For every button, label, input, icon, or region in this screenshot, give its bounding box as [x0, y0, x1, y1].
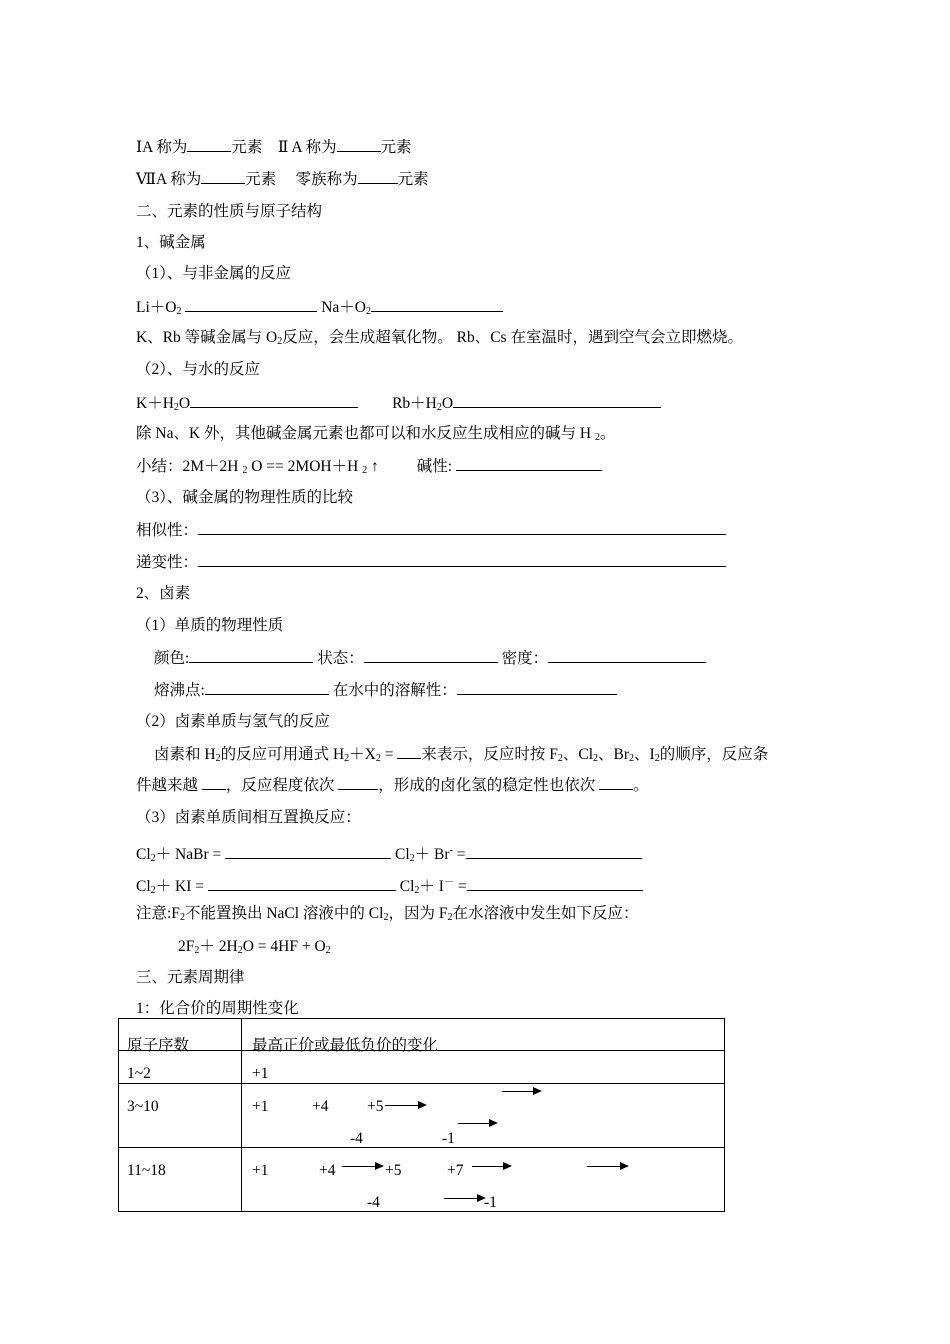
blank-field[interactable] — [189, 648, 313, 663]
blank-field[interactable] — [205, 680, 329, 695]
blank-field[interactable] — [371, 297, 503, 312]
blank-field[interactable] — [358, 169, 398, 184]
alkali-q3: （3）、碱金属的物理性质的比较 — [136, 489, 354, 506]
alkali-water-equations: $K+H_2O$ $Rb+H_2O$ — [136, 393, 661, 418]
blank-field[interactable] — [201, 169, 245, 184]
table-header-cell: 原子序数 — [119, 1019, 242, 1051]
blank-field[interactable] — [456, 456, 602, 471]
arrow-icon — [385, 1105, 425, 1106]
blank-field[interactable] — [453, 393, 661, 408]
blank-field[interactable] — [457, 680, 617, 695]
alkali-q1: （1）、与非金属的反应 — [136, 265, 292, 282]
halogen-hydrogen-text-2: 件越来越 ，反应程度依次 ，形成的卤化氢的稳定性也依次 。 — [136, 777, 649, 794]
displacement-line-2: $Cl_2+$ KI = $Cl_2+ I^-$ = — [136, 873, 643, 901]
group-viia-zero-line: ⅦA 称为 元素 零族称为 元素 — [136, 171, 429, 188]
halogen-props-1: 颜色: 状态： 密度： — [154, 648, 706, 669]
arrow-icon — [458, 1123, 496, 1124]
alkali-note-superoxide: K、Rb 等碱金属与 $O_2$反应，会生成超氧化物。 Rb、Cs 在室温时，遇到空气会立即燃烧。 — [136, 329, 743, 347]
halogen-hydrogen-text-1: 卤素和 $H_2$的反应可用通式 $H_2+X_2$ = 来表示，反应时按 $F_2$、$Cl_2$、$Br_2$、$I_2$的顺序，反应条 — [154, 746, 769, 764]
table-header-cell: 最高正价或最低负价的变化 — [242, 1019, 725, 1051]
alkali-title: 1、碱金属 — [136, 234, 206, 251]
arrow-icon — [587, 1166, 627, 1167]
arrow-icon — [444, 1198, 484, 1199]
arrow-icon — [502, 1091, 540, 1092]
blank-field[interactable] — [198, 552, 726, 567]
halogen-title: 2、卤素 — [136, 585, 191, 602]
blank-field[interactable] — [467, 876, 643, 891]
valence-table — [118, 1018, 725, 1212]
blank-field[interactable] — [202, 775, 226, 790]
alkali-oxygen-equations: $Li+O_2$ $Na+O_2$ — [136, 297, 503, 322]
blank-field[interactable] — [208, 876, 396, 891]
table-row: 1~2 +1 — [119, 1051, 725, 1084]
blank-field[interactable] — [548, 648, 706, 663]
similarity-line: 相似性： — [136, 520, 726, 541]
section2-title: 二、元素的性质与原子结构 — [136, 203, 323, 220]
blank-field[interactable] — [185, 297, 317, 312]
blank-field[interactable] — [599, 775, 633, 790]
blank-field[interactable] — [190, 393, 358, 408]
halogen-props-2: 熔沸点: 在水中的溶解性： — [154, 680, 617, 701]
displacement-line-1: $Cl_2+$ NaBr = $Cl_2+ Br^-$ = — [136, 841, 642, 869]
halogen-q2: （2）卤素单质与氢气的反应 — [136, 713, 330, 730]
arrow-icon — [342, 1166, 382, 1167]
blank-field[interactable] — [397, 744, 421, 759]
f2-note: 注意$:F_2$不能置换出 NaCl 溶液中的 $Cl_2$，因为 $F_2$在水溶液中发生如下反应： — [136, 905, 639, 923]
alkali-note-water: 除 Na、K 外，其他碱金属元素也都可以和水反应生成相应的碱与 H $_2$。 — [136, 425, 616, 443]
blank-field[interactable] — [466, 844, 642, 859]
section3-title: 三、元素周期律 — [136, 969, 245, 986]
blank-field[interactable] — [187, 137, 231, 152]
table-row: 3~10 +1 +4 +5 -4 -1 — [119, 1084, 725, 1148]
alkali-q2: （2）、与水的反应 — [136, 361, 261, 378]
blank-field[interactable] — [337, 137, 381, 152]
blank-field[interactable] — [225, 844, 391, 859]
valence-title: 1：化合价的周期性变化 — [136, 1000, 299, 1017]
blank-field[interactable] — [338, 775, 378, 790]
halogen-q3: （3）卤素单质间相互置换反应： — [136, 809, 361, 826]
halogen-q1: （1）单质的物理性质 — [136, 617, 284, 634]
arrow-icon — [472, 1166, 510, 1167]
group-ia-iia-line: ⅠA 称为 元素 Ⅱ A 称为 元素 — [136, 139, 412, 156]
f2-equation: $2F_2+ 2H_2O = 4HF + O_2$ — [178, 938, 331, 956]
blank-field[interactable] — [198, 520, 726, 535]
gradation-line: 递变性： — [136, 552, 726, 573]
blank-field[interactable] — [364, 648, 498, 663]
table-row: 11~18 +1 +4 +5 +7 -4 -1 — [119, 1148, 725, 1212]
alkali-summary: 小结：2M＋2H $_2$ O == 2MOH＋H $_2$ ↑ 碱性: — [136, 456, 602, 481]
